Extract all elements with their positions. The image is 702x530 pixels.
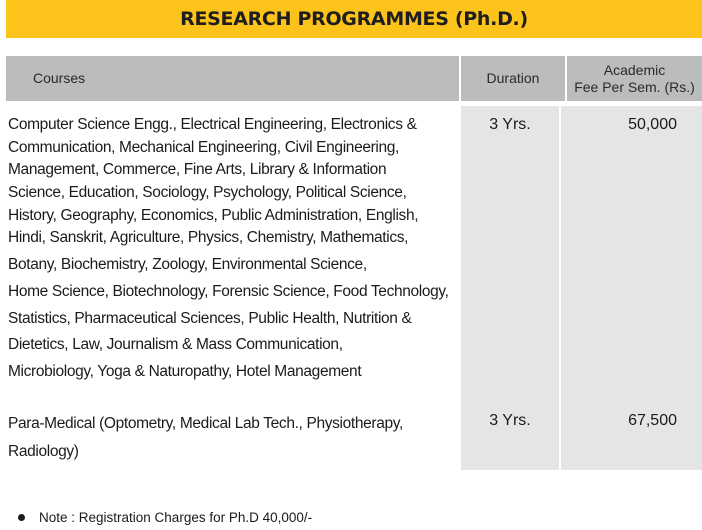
course-line: History, Geography, Economics, Public Administration, English, xyxy=(8,206,419,224)
registration-note xyxy=(18,510,312,525)
page-title: RESEARCH PROGRAMMES (Ph.D.) xyxy=(180,8,528,30)
title-banner xyxy=(6,0,702,38)
course-line: Dietetics, Law, Journalism & Mass Communication, xyxy=(8,336,343,354)
course-line: Home Science, Biotechnology, Forensic Science, Food Technology, xyxy=(8,282,449,300)
course-line: Science, Education, Sociology, Psychology, Political Science, xyxy=(8,184,407,202)
fee-header-line-2: Fee Per Sem. (Rs.) xyxy=(574,78,695,95)
course-line: Botany, Biochemistry, Zoology, Environmental Science, xyxy=(8,256,367,274)
duration-cell-2: 3 Yrs. xyxy=(489,412,531,429)
duration-cell-1: 3 Yrs. xyxy=(489,116,531,133)
course-line: Communication, Mechanical Engineering, Civil Engineering, xyxy=(8,138,400,156)
course-line: Statistics, Pharmaceutical Sciences, Public Health, Nutrition & xyxy=(8,309,412,327)
fee-header xyxy=(567,56,702,101)
table-row-courses-2 xyxy=(8,410,456,466)
courses-header: Courses xyxy=(6,56,459,101)
note-text: Note : Registration Charges for Ph.D 40,000/- xyxy=(39,510,313,525)
course-line: Management, Commerce, Fine Arts, Library & Information xyxy=(8,161,387,179)
course-line: Para-Medical (Optometry, Medical Lab Tech., Physiotherapy, xyxy=(8,415,403,432)
bullet-icon xyxy=(18,514,25,521)
course-line: Microbiology, Yoga & Naturopathy, Hotel Management xyxy=(8,362,362,380)
fee-header-line-1: Academic xyxy=(603,61,666,78)
table-header xyxy=(6,56,702,101)
course-line: Computer Science Engg., Electrical Engineering, Electronics & xyxy=(8,116,417,133)
duration-header: Duration xyxy=(461,56,565,101)
course-line: Radiology) xyxy=(8,443,79,460)
table-row-courses-1 xyxy=(8,114,456,384)
fee-cell-2: 67,500 xyxy=(628,412,677,429)
course-line: Hindi, Sanskrit, Agriculture, Physics, Chemistry, Mathematics, xyxy=(8,229,409,247)
fee-cell-1: 50,000 xyxy=(628,116,677,133)
